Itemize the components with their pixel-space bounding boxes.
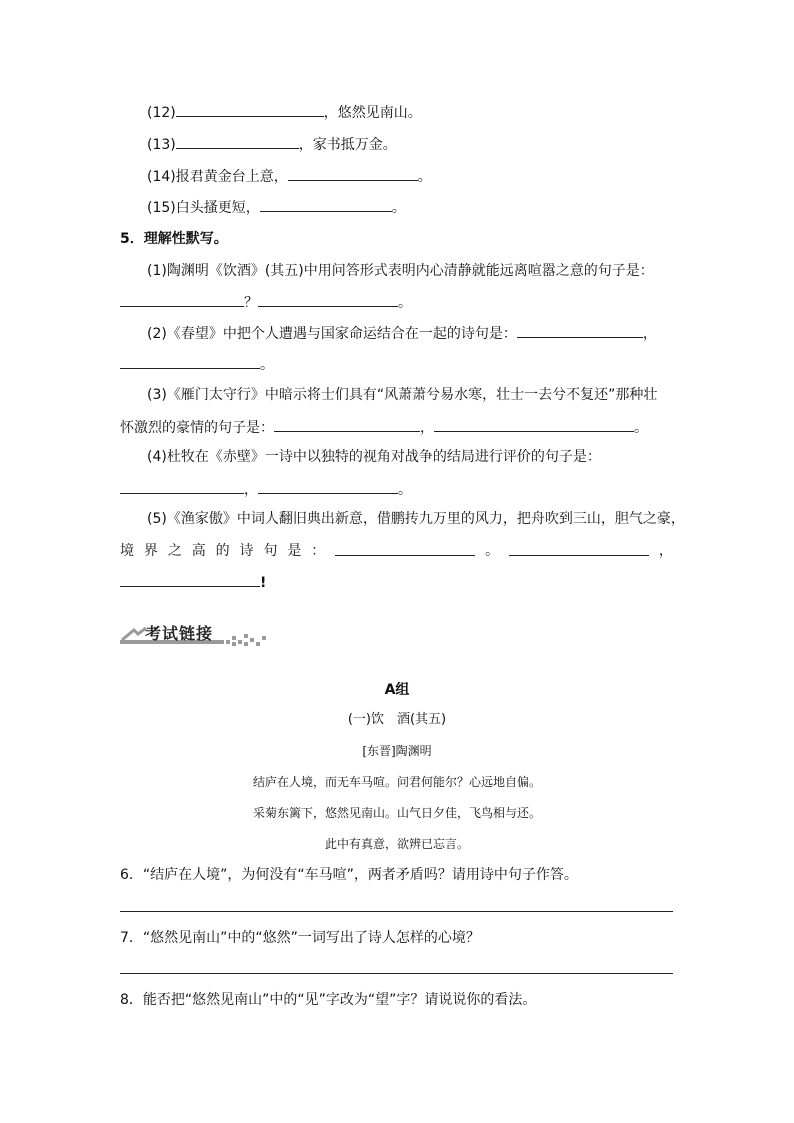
q5-sub5-line1: (5)《渔家傲》中词人翻旧典出新意，借鹏抟九万里的风力，把舟吹到三山，胆气之豪，: [147, 511, 685, 527]
question-6: 6．“结庐在人境”，为何没有“车马喧”，两者矛盾吗？请用诗中句子作答。: [120, 867, 578, 883]
q5-sub1-text: (1)陶渊明《饮酒》(其五)中用问答形式表明内心清静就能远离喧嚣之意的句子是：: [147, 263, 654, 279]
spaced-char: 的: [215, 543, 230, 559]
answer-blank[interactable]: [434, 417, 634, 432]
fill-item-14: [147, 166, 432, 187]
answer-blank[interactable]: [176, 102, 324, 117]
poem-line-3: 此中有真意，欲辨已忘言。: [324, 837, 469, 851]
poem-line-1: 结庐在人境，而无车马喧。问君何能尔？心远地自偏。: [252, 775, 541, 789]
answer-blank[interactable]: [120, 572, 260, 587]
answer-blank[interactable]: [120, 354, 260, 369]
group-title: A组: [384, 682, 410, 698]
question-7: 7．“悠然见南山”中的“悠然”一词写出了诗人怎样的心境？: [120, 930, 480, 946]
period: 。: [485, 543, 500, 559]
spaced-char: 之: [167, 543, 182, 559]
spaced-char: 境: [120, 543, 134, 559]
period: 。: [260, 357, 274, 373]
spaced-char: 高: [191, 543, 206, 559]
period: 。: [634, 420, 648, 436]
period: 。: [398, 295, 412, 311]
fill-item-13: [147, 134, 397, 155]
spaced-char: 诗: [239, 543, 254, 559]
q5-sub4-text: (4)杜牧在《赤壁》一诗中以独特的视角对战争的结局进行评价的句子是：: [147, 449, 601, 465]
poem-line-2: 采菊东篱下，悠然见南山。山气日夕佳，飞鸟相与还。: [252, 806, 541, 820]
answer-blank[interactable]: [176, 134, 299, 149]
answer-blank[interactable]: [120, 292, 244, 307]
question-5-title: 5．理解性默写。: [120, 231, 228, 247]
exclamation: !: [260, 575, 267, 591]
item-text: 。: [391, 200, 406, 216]
answer-line-q7[interactable]: [120, 973, 673, 974]
fill-item-15: [147, 197, 406, 218]
answer-blank[interactable]: [288, 166, 418, 181]
item-text: 。: [417, 169, 432, 185]
answer-blank[interactable]: [120, 479, 244, 494]
item-number: (12): [147, 105, 176, 121]
spaced-char: ：: [311, 543, 326, 559]
q5-sub5-answer: [120, 572, 266, 593]
item-text: ，家书抵万金。: [298, 137, 397, 153]
poem-title: (一)饮 酒(其五): [347, 712, 447, 727]
exam-link-banner: [120, 618, 270, 648]
sub-question-text: 怀激烈的豪情的句子是：: [120, 420, 274, 436]
question-8: 8．能否把“悠然见南山”中的“见”字改为“望”字？请说说你的看法。: [120, 992, 537, 1008]
poem-author: [东晋]陶渊明: [362, 744, 432, 758]
answer-blank[interactable]: [335, 541, 475, 556]
comma: ，: [244, 482, 258, 498]
comma: ，: [420, 420, 434, 436]
answer-blank[interactable]: [258, 292, 398, 307]
item-text: ，悠然见南山。: [323, 105, 422, 121]
question-mark: ？: [244, 295, 258, 311]
q5-sub1-answer: [120, 292, 412, 313]
answer-blank[interactable]: [260, 197, 392, 212]
item-text: (14)报君黄金台上意，: [147, 169, 288, 185]
answer-blank[interactable]: [274, 417, 420, 432]
sub-question-text: (2)《春望》中把个人遭遇与国家命运结合在一起的诗句是：: [147, 326, 517, 342]
answer-line-q6[interactable]: [120, 911, 673, 912]
answer-blank[interactable]: [509, 541, 649, 556]
q5-sub5-line2: [120, 541, 673, 561]
spaced-char: 是: [287, 543, 302, 559]
item-number: (13): [147, 137, 176, 153]
item-text: (15)白头搔更短，: [147, 200, 260, 216]
q5-sub2-answer: [120, 354, 274, 375]
q5-sub3-line1: (3)《雁门太守行》中暗示将士们具有“风萧萧兮易水寒，壮士一去兮不复还”那种壮: [147, 387, 658, 403]
q5-sub4-answer: [120, 479, 412, 500]
comma: ，: [642, 326, 657, 342]
q5-sub2-text: [147, 323, 657, 344]
answer-blank[interactable]: [258, 479, 398, 494]
period: 。: [398, 482, 412, 498]
q5-sub3-line2: [120, 417, 648, 438]
fill-item-12: [147, 102, 422, 123]
spaced-char: 句: [263, 543, 278, 559]
banner-title: 考试链接: [145, 624, 214, 643]
answer-blank[interactable]: [517, 323, 643, 338]
spaced-char: 界: [143, 543, 158, 559]
comma: ，: [658, 543, 673, 559]
